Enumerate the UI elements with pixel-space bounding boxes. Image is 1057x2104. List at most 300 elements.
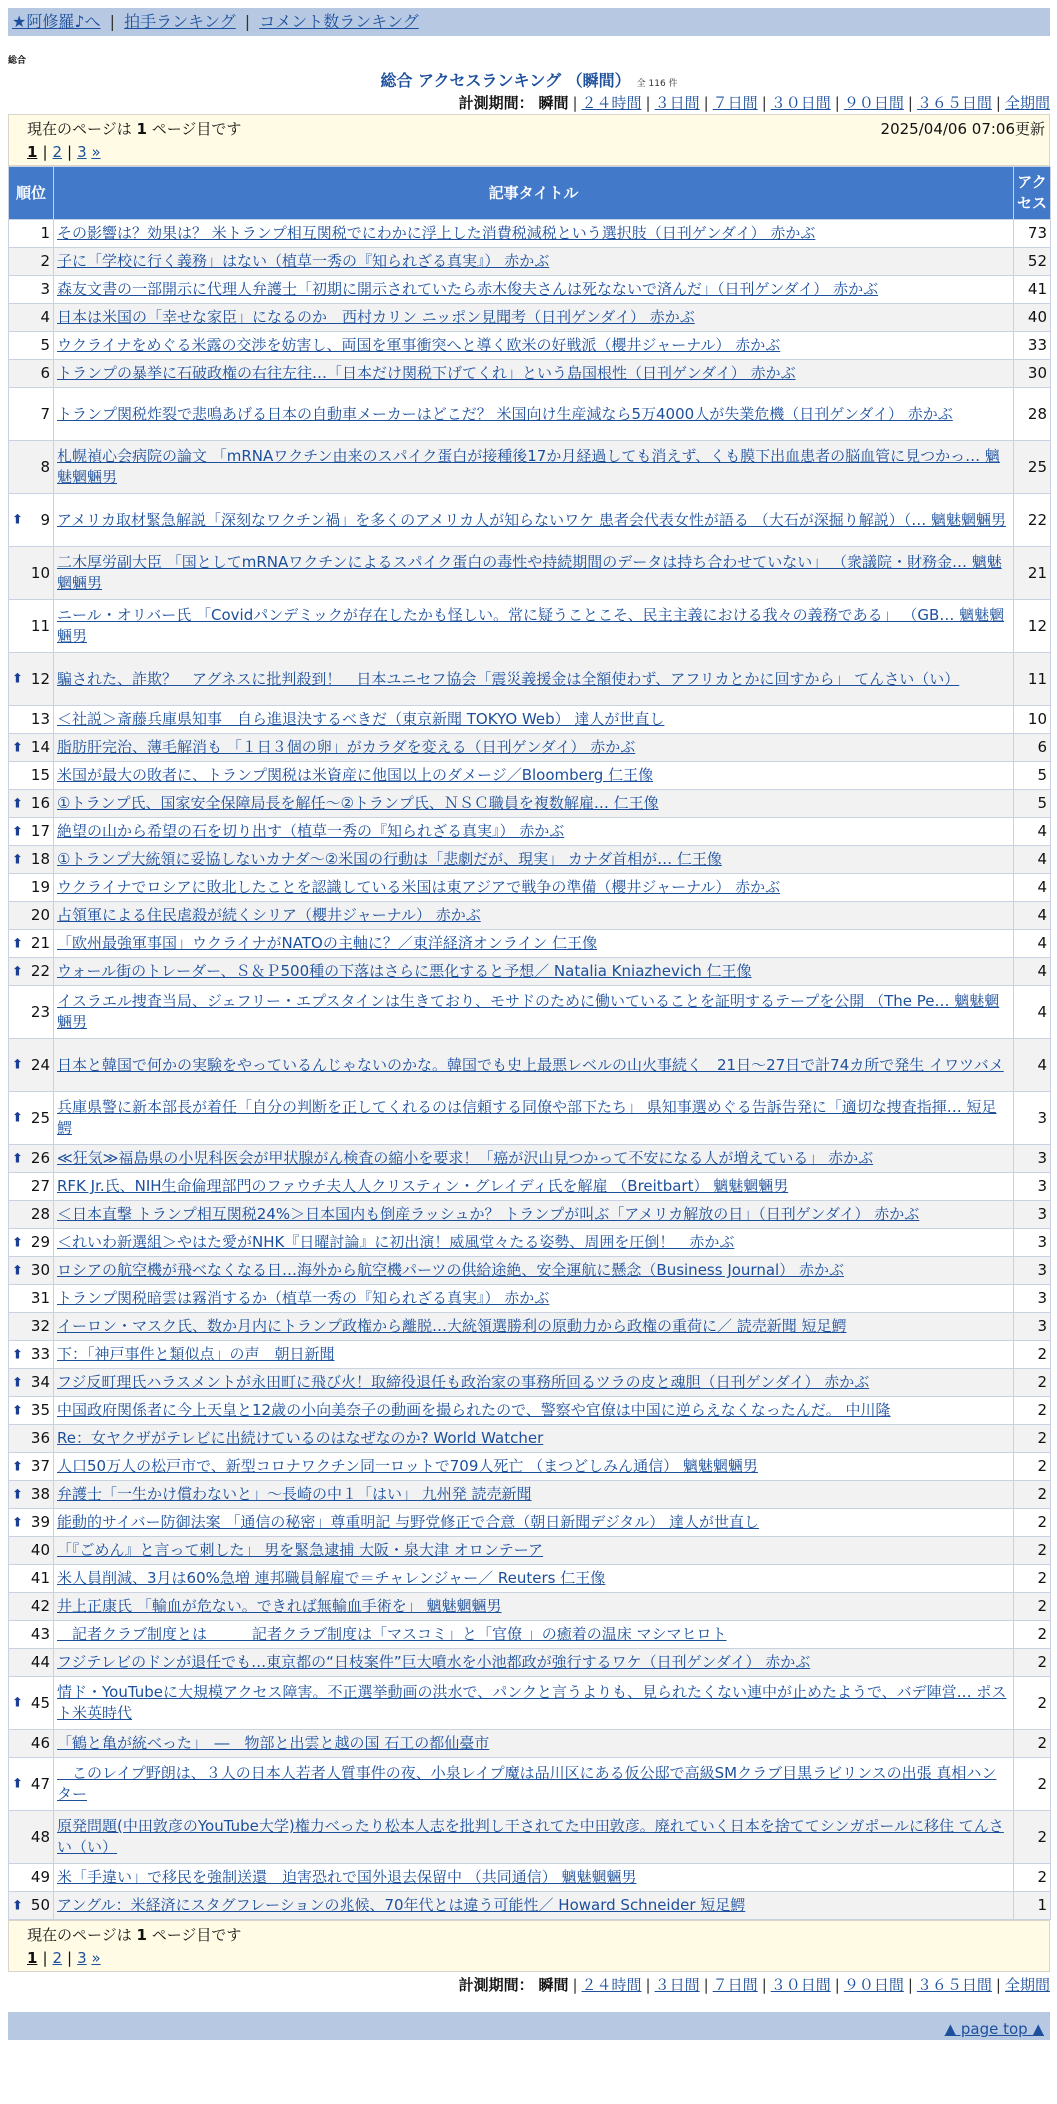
page-status-suffix: ページ目です — [146, 1926, 242, 1944]
title-cell — [54, 958, 1014, 986]
rank-number: 12 — [30, 669, 50, 688]
rank-number: 46 — [30, 1734, 50, 1752]
rank-number: 29 — [30, 1233, 50, 1251]
article-title-link[interactable]: ＜社説＞斎藤兵庫県知事 自ら進退決するべきだ（東京新聞 TOKYO Web） 達人が世直し — [57, 710, 665, 728]
article-title-link[interactable]: 原発問題(中田敦彦のYouTube大学)権力べったり松本人志を批判し干されてた中田敦彦。廃れていく日本を捨ててシンガポールに移住 てんさい（い） — [57, 1817, 1004, 1856]
rank-up-arrow-icon: ⬆ — [12, 512, 23, 528]
access-count-cell — [1014, 930, 1051, 958]
access-count-cell — [1014, 248, 1051, 276]
pagination-current: 1 — [27, 1949, 38, 1967]
rank-number: 49 — [30, 1868, 50, 1886]
table-row — [9, 762, 1051, 790]
rank-cell — [9, 1173, 54, 1201]
table-row — [9, 1369, 1051, 1397]
comment-ranking-link[interactable]: コメント数ランキング — [259, 12, 419, 31]
access-count: 3 — [1037, 1261, 1047, 1279]
rank-number: 1 — [40, 224, 50, 242]
period-link[interactable]: ２４時間 — [581, 1976, 642, 1994]
rank-number: 22 — [30, 962, 50, 980]
table-row — [9, 1285, 1051, 1313]
table-row — [9, 1677, 1051, 1730]
rank-number: 26 — [30, 1149, 50, 1167]
title-cell — [54, 1677, 1014, 1730]
access-count-cell — [1014, 1481, 1051, 1509]
period-separator: | — [703, 1976, 709, 1994]
page-status-line — [27, 117, 1045, 141]
table-row — [9, 1730, 1051, 1758]
access-count: 5 — [1037, 766, 1047, 784]
article-title-link[interactable]: アメリカ取材緊急解説「深刻なワクチン禍」を多くのアメリカ人が知らないワケ 患者会代表女性が語る （大石が深掘り解説）（… 魑魅魍魎男 — [57, 510, 1006, 529]
article-title-link[interactable]: 札幌禎心会病院の論文 「mRNAワクチン由来のスパイク蛋白が接種後17か月経過しても消えず、くも膜下出血患者の脳血管に見つかっ… 魑魅魍魎男 — [57, 447, 1000, 486]
article-title-link[interactable]: 日本と韓国で何かの実験をやっているんじゃないのかな。韓国でも史上最悪レベルの山火事続く 21日～27日で計74カ所で発生 イワツバメ — [57, 1055, 1004, 1074]
table-row — [9, 1509, 1051, 1537]
access-count-cell — [1014, 1892, 1051, 1920]
pagination-link[interactable]: 2 — [52, 143, 63, 161]
access-count-cell — [1014, 874, 1051, 902]
article-title-link[interactable]: このレイプ野朗は、３人の日本人若者人質事件の夜、小泉レイプ魔は品川区にある仮公邸で高級SMクラブ目黒ラビリンスの出張 真相ハンター — [57, 1764, 997, 1803]
access-count: 4 — [1037, 1002, 1047, 1021]
access-count-cell — [1014, 818, 1051, 846]
article-title-link[interactable]: ①トランプ氏、国家安全保障局長を解任～②トランプ氏、ＮＳＣ職員を複数解雇… 仁王像 — [57, 794, 659, 812]
period-separator: | — [834, 1976, 840, 1994]
article-title-link[interactable]: 人口50万人の松戸市で、新型コロナワクチン同一ロットで709人死亡 （まつどしみん通信） 魑魅魍魎男 — [57, 1457, 758, 1475]
rank-number: 3 — [40, 280, 50, 298]
article-title-link[interactable]: トランプの暴挙に石破政権の右往左往…「日本だけ関税下げてくれ」という島国根性（日刊ゲンダイ） 赤かぶ — [57, 364, 796, 382]
rank-number: 5 — [40, 336, 50, 354]
rank-cell — [9, 360, 54, 388]
article-title-link[interactable]: フジ反町理氏ハラスメントが永田町に飛び火！取締役退任も政治家の事務所回るツラの皮と魂胆（日刊ゲンダイ） 赤かぶ — [57, 1373, 870, 1391]
rank-cell — [9, 1509, 54, 1537]
article-title-link[interactable]: トランプ関税暗雲は霧消するか（植草一秀の『知られざる真実』） 赤かぶ — [57, 1289, 550, 1307]
rank-cell — [9, 1229, 54, 1257]
rank-number: 13 — [30, 710, 50, 728]
period-link[interactable]: ３日間 — [654, 94, 700, 112]
access-count-cell — [1014, 547, 1051, 600]
period-link[interactable]: 全期間 — [1004, 94, 1050, 112]
access-count-cell — [1014, 1285, 1051, 1313]
article-title-link[interactable]: ウクライナをめぐる米露の交渉を妨害し、両国を軍事衝突へと導く欧米の好戦派（櫻井ジャーナル） 赤かぶ — [57, 336, 781, 354]
access-count-cell — [1014, 1173, 1051, 1201]
period-separator: | — [645, 1976, 651, 1994]
access-count: 2 — [1037, 1774, 1047, 1793]
table-row — [9, 248, 1051, 276]
article-title-link[interactable]: ①トランプ大統領に妥協しないカナダ～②米国の行動は「悲劇だが、現実」 カナダ首相が… 仁王像 — [57, 850, 722, 868]
article-title-link[interactable]: 情ド・YouTubeに大規模アクセス障害。不正選挙動画の洪水で、パンクと言うよりも、見られたくない連中が止めたようで、バデ陣営… ポスト米英時代 — [57, 1683, 1007, 1722]
period-link[interactable]: ２４時間 — [581, 94, 642, 112]
title-cell — [54, 986, 1014, 1039]
rank-up-arrow-icon: ⬆ — [12, 1347, 23, 1362]
rank-cell — [9, 734, 54, 762]
title-cell — [54, 1649, 1014, 1677]
rank-number: 28 — [30, 1205, 50, 1223]
title-cell — [54, 1481, 1014, 1509]
pagination-link[interactable]: 2 — [52, 1949, 63, 1967]
table-row — [9, 653, 1051, 706]
rank-cell — [9, 1621, 54, 1649]
article-title-link[interactable]: ウクライナでロシアに敗北したことを認識している米国は東アジアで戦争の準備（櫻井ジャーナル） 赤かぶ — [57, 878, 781, 896]
access-count-cell — [1014, 1229, 1051, 1257]
article-title-link[interactable]: 絶望の山から希望の石を切り出す（植草一秀の『知られざる真実』） 赤かぶ — [57, 822, 565, 840]
rank-cell — [9, 930, 54, 958]
title-cell — [54, 762, 1014, 790]
access-count-cell — [1014, 902, 1051, 930]
title-cell — [54, 1145, 1014, 1173]
rank-cell — [9, 958, 54, 986]
rank-up-arrow-icon: ⬆ — [12, 1151, 23, 1166]
rank-up-arrow-icon: ⬆ — [12, 1459, 23, 1474]
access-count-cell — [1014, 220, 1051, 248]
access-count: 2 — [1037, 1373, 1047, 1391]
access-count: 2 — [1037, 1541, 1047, 1559]
rank-cell — [9, 220, 54, 248]
access-count-cell — [1014, 360, 1051, 388]
title-cell — [54, 846, 1014, 874]
page-status-text — [27, 117, 241, 141]
title-cell — [54, 1758, 1014, 1811]
access-count-cell — [1014, 1621, 1051, 1649]
article-title-link[interactable]: 二木厚労副大臣 「国としてmRNAワクチンによるスパイク蛋白の毒性や持続期間のデータは持ち合わせていない」 （衆議院・財務金… 魑魅魍魎男 — [57, 553, 1002, 592]
period-link[interactable]: 全期間 — [1004, 1976, 1050, 1994]
current-page-number: 1 — [136, 1926, 147, 1944]
rank-cell — [9, 494, 54, 547]
pagination-separator: | — [67, 143, 73, 161]
rank-up-arrow-icon: ⬆ — [12, 796, 23, 811]
current-page-number: 1 — [136, 120, 147, 138]
access-count-cell — [1014, 1758, 1051, 1811]
rank-number: 19 — [30, 878, 50, 896]
access-count: 6 — [1037, 738, 1047, 756]
pagination-link[interactable]: 3 — [77, 143, 87, 161]
article-title-link[interactable]: ＜れいわ新選組＞やはた愛がNHK『日曜討論』に初出演！威風堂々たる姿勢、周囲を圧倒！ 赤かぶ — [57, 1233, 735, 1251]
rank-number: 4 — [40, 308, 50, 326]
access-count-cell — [1014, 1649, 1051, 1677]
table-row — [9, 1039, 1051, 1092]
period-link[interactable]: ７日間 — [712, 1976, 758, 1994]
access-count-cell — [1014, 1201, 1051, 1229]
access-count-cell — [1014, 1811, 1051, 1864]
rank-cell — [9, 547, 54, 600]
rank-number: 16 — [30, 794, 50, 812]
title-cell — [54, 1453, 1014, 1481]
access-count-cell — [1014, 1565, 1051, 1593]
clap-ranking-link[interactable]: 拍手ランキング — [124, 12, 236, 31]
access-count: 3 — [1037, 1177, 1047, 1195]
article-title-link[interactable]: 記者クラブ制度とは 記者クラブ制度は「マスコミ」と「官僚 」の癒着の温床 マシマヒロト — [57, 1625, 727, 1643]
period-link[interactable]: ９０日間 — [843, 1976, 904, 1994]
article-title-link[interactable]: ≪狂気≫福島県の小児科医会が甲状腺がん検査の縮小を要求！「癌が沢山見つかって不安になる人が増えている」 赤かぶ — [57, 1149, 874, 1167]
table-row — [9, 276, 1051, 304]
title-cell — [54, 1039, 1014, 1092]
access-count: 41 — [1027, 280, 1047, 298]
article-title-link[interactable]: 騙された、詐欺？ アグネスに批判殺到！ 日本ユニセフ協会「震災義援金は全額使わず、アフリカとかに回すから」 てんさい（い） — [57, 669, 960, 688]
article-title-link[interactable]: 森友文書の一部開示に代理人弁護士「初期に開示されていたら赤木俊夫さんは死なないで済んだ」（日刊ゲンダイ） 赤かぶ — [57, 280, 879, 298]
access-count: 2 — [1037, 1513, 1047, 1531]
page-info-bottom — [8, 1920, 1050, 1972]
title-cell — [54, 600, 1014, 653]
title-cell — [54, 1173, 1014, 1201]
rank-cell — [9, 1425, 54, 1453]
article-title-link[interactable]: 脂肪肝完治、薄毛解消も 「１日３個の卵」がカラダを変える（日刊ゲンダイ） 赤かぶ — [57, 738, 636, 756]
rank-number: 48 — [30, 1827, 50, 1846]
pagination-next[interactable]: » — [91, 1949, 101, 1967]
rank-up-arrow-icon: ⬆ — [12, 1110, 23, 1126]
article-title-link[interactable]: 米「手違い」で移民を強制送還 迫害恐れで国外退去保留中 （共同通信） 魑魅魍魎男 — [57, 1868, 637, 1886]
table-row — [9, 1229, 1051, 1257]
title-cell — [54, 1397, 1014, 1425]
article-title-link[interactable]: トランプ関税炸裂で悲鳴あげる日本の自動車メーカーはどこだ？ 米国向け生産減なら5万4000人が失業危機（日刊ゲンダイ） 赤かぶ — [57, 404, 953, 423]
access-count-cell — [1014, 846, 1051, 874]
access-count-cell — [1014, 706, 1051, 734]
period-current: 瞬間 — [538, 94, 569, 112]
title-cell — [54, 930, 1014, 958]
period-link[interactable]: ３日間 — [654, 1976, 700, 1994]
article-title-link[interactable]: 米人員削減、3月は60%急増 連邦職員解雇で＝チャレンジャー／ Reuters 仁王像 — [57, 1569, 606, 1587]
access-count-cell — [1014, 1092, 1051, 1145]
article-title-link[interactable]: Re：女ヤクザがテレビに出続けているのはなぜなのか? World Watcher — [57, 1429, 544, 1447]
table-row — [9, 1173, 1051, 1201]
table-row — [9, 958, 1051, 986]
title-cell — [54, 1593, 1014, 1621]
access-count-cell — [1014, 1730, 1051, 1758]
period-link[interactable]: ３６５日間 — [916, 94, 992, 112]
rank-cell — [9, 706, 54, 734]
access-count: 3 — [1037, 1233, 1047, 1251]
total-count: 全 116 件 — [636, 79, 678, 89]
home-link[interactable]: ★阿修羅♪へ — [12, 12, 101, 31]
title-cell — [54, 1285, 1014, 1313]
access-count-cell — [1014, 1509, 1051, 1537]
rank-up-arrow-icon: ⬆ — [12, 964, 23, 979]
table-row — [9, 706, 1051, 734]
access-count-cell — [1014, 1593, 1051, 1621]
article-title-link[interactable]: 井上正康氏 「輸血が危ない。できれば無輸血手術を」 魑魅魍魎男 — [57, 1597, 502, 1615]
table-row — [9, 388, 1051, 441]
period-label: 計測期間： — [458, 1976, 534, 1994]
title-cell — [54, 276, 1014, 304]
article-title-link[interactable]: アングル：米経済にスタグフレーションの兆候、70年代とは違う可能性／ Howard Schneider 短足鰐 — [57, 1896, 746, 1914]
rank-cell — [9, 1453, 54, 1481]
table-row — [9, 494, 1051, 547]
rank-number: 34 — [30, 1373, 50, 1391]
page-top-link[interactable]: ▲ page top ▲ — [944, 2020, 1044, 2038]
rank-cell — [9, 1649, 54, 1677]
title-cell — [54, 388, 1014, 441]
access-count-cell — [1014, 986, 1051, 1039]
pagination-separator: | — [42, 1949, 48, 1967]
table-row — [9, 902, 1051, 930]
access-count-cell — [1014, 653, 1051, 706]
article-title-link[interactable]: イスラエル捜査当局、ジェフリー・エプスタインは生きており、モサドのために働いていることを証明するテープを公開 （The Pe… 魑魅魍魎男 — [57, 992, 1000, 1031]
rank-cell — [9, 874, 54, 902]
rank-cell — [9, 1145, 54, 1173]
rank-cell — [9, 248, 54, 276]
article-title-link[interactable]: 下：「神戸事件と類似点」の声 朝日新聞 — [57, 1345, 335, 1363]
table-row — [9, 360, 1051, 388]
access-count-cell — [1014, 276, 1051, 304]
period-separator: | — [907, 94, 913, 112]
rank-up-arrow-icon: ⬆ — [12, 1695, 23, 1711]
period-link[interactable]: ３６５日間 — [916, 1976, 992, 1994]
rank-number: 14 — [30, 738, 50, 756]
access-count: 4 — [1037, 934, 1047, 952]
rank-number: 47 — [30, 1774, 50, 1793]
pagination-separator: | — [67, 1949, 73, 1967]
rank-cell — [9, 332, 54, 360]
title-cell — [54, 1369, 1014, 1397]
access-count: 4 — [1037, 962, 1047, 980]
title-cell — [54, 1229, 1014, 1257]
title-cell — [54, 1092, 1014, 1145]
page-title: 総合 アクセスランキング （瞬間） — [380, 71, 631, 90]
rank-cell — [9, 1593, 54, 1621]
access-count: 22 — [1027, 510, 1047, 529]
article-title-link[interactable]: 日本は米国の「幸せな家臣」になるのか 西村カリン ニッポン見聞考（日刊ゲンダイ） 赤かぶ — [57, 308, 695, 326]
article-title-link[interactable]: ＜日本直撃 トランプ相互関税24%＞日本国内も倒産ラッシュか？ トランプが叫ぶ「アメリカ解放の日」（日刊ゲンダイ） 赤かぶ — [57, 1205, 920, 1223]
updated-timestamp: 2025/04/06 07:06更新 — [880, 120, 1045, 138]
rank-number: 24 — [30, 1055, 50, 1074]
table-row — [9, 790, 1051, 818]
rank-cell — [9, 276, 54, 304]
title-cell — [54, 734, 1014, 762]
article-title-link[interactable]: 子に「学校に行く義務」はない（植草一秀の『知られざる真実』） 赤かぶ — [57, 252, 550, 270]
rank-number: 8 — [40, 457, 50, 476]
access-count: 4 — [1037, 1055, 1047, 1074]
access-count-cell — [1014, 1145, 1051, 1173]
access-count-cell — [1014, 1313, 1051, 1341]
pagination-link[interactable]: 3 — [77, 1949, 87, 1967]
access-count-cell — [1014, 1677, 1051, 1730]
title-cell — [54, 1621, 1014, 1649]
title-cell — [54, 220, 1014, 248]
rank-cell — [9, 1677, 54, 1730]
pagination-next[interactable]: » — [91, 143, 101, 161]
title-header: 記事タイトル — [54, 167, 1014, 220]
rank-cell — [9, 441, 54, 494]
rank-up-arrow-icon: ⬆ — [12, 1515, 23, 1530]
access-count-cell — [1014, 388, 1051, 441]
rank-number: 27 — [30, 1177, 50, 1195]
access-count: 25 — [1027, 457, 1047, 476]
rank-up-arrow-icon: ⬆ — [12, 1375, 23, 1390]
rank-up-arrow-icon: ⬆ — [12, 1898, 23, 1913]
article-title-link[interactable]: 能動的サイバー防御法案 「通信の秘密」尊重明記 与野党修正で合意（朝日新聞デジタル） 達人が世直し — [57, 1513, 760, 1531]
rank-number: 15 — [30, 766, 50, 784]
access-count-cell — [1014, 1425, 1051, 1453]
table-row — [9, 1201, 1051, 1229]
rank-cell — [9, 388, 54, 441]
table-row — [9, 1593, 1051, 1621]
access-count: 2 — [1037, 1827, 1047, 1846]
title-cell — [54, 1864, 1014, 1892]
title-cell — [54, 1425, 1014, 1453]
article-title-link[interactable]: その影響は？効果は？ 米トランプ相互関税でにわかに浮上した消費税減税という選択肢（日刊ゲンダイ） 赤かぶ — [57, 224, 816, 242]
period-separator: | — [907, 1976, 913, 1994]
article-title-link[interactable]: ニール・オリバー氏 「Covidパンデミックが存在したかも怪しい。常に疑うことこそ、民主主義における我々の義務である」 （GB… 魑魅魍魎男 — [57, 606, 1005, 645]
article-title-link[interactable]: 「欧州最強軍事国」ウクライナがNATOの主軸に？／東洋経済オンライン 仁王像 — [57, 934, 598, 952]
article-title-link[interactable]: 米国が最大の敗者に、トランプ関税は米資産に他国以上のダメージ／Bloomberg 仁王像 — [57, 766, 654, 784]
bottom-bar — [8, 2012, 1050, 2040]
access-count-cell — [1014, 790, 1051, 818]
access-count: 3 — [1037, 1108, 1047, 1127]
page-info-top — [8, 114, 1050, 166]
period-current: 瞬間 — [538, 1976, 569, 1994]
rank-number: 17 — [30, 822, 50, 840]
rank-cell — [9, 1285, 54, 1313]
article-title-link[interactable]: 中国政府関係者に今上天皇と12歳の小向美奈子の動画を撮られたので、警察や官僚は中国に逆らえなくなったんだ。 中川隆 — [57, 1401, 891, 1419]
access-count-cell — [1014, 958, 1051, 986]
title-cell — [54, 494, 1014, 547]
period-link[interactable]: ３０日間 — [770, 1976, 831, 1994]
access-count: 1 — [1037, 1896, 1047, 1914]
rank-cell — [9, 1369, 54, 1397]
period-separator: | — [761, 1976, 767, 1994]
access-count-cell — [1014, 1257, 1051, 1285]
article-title-link[interactable]: 兵庫県警に新本部長が着任「自分の判断を正してくれるのは信頼する同僚や部下たち」 県知事選めぐる告訴告発に「適切な捜査指揮… 短足鰐 — [57, 1098, 997, 1137]
period-link[interactable]: ９０日間 — [843, 94, 904, 112]
period-separator: | — [761, 94, 767, 112]
rank-number: 38 — [30, 1485, 50, 1503]
period-link[interactable]: ３０日間 — [770, 94, 831, 112]
rank-up-arrow-icon: ⬆ — [12, 740, 23, 755]
rank-cell — [9, 1313, 54, 1341]
title-cell — [54, 818, 1014, 846]
article-title-link[interactable]: RFK Jr.氏、NIH生命倫理部門のファウチ夫人人クリスティン・グレイディ氏を解雇 （Breitbart） 魑魅魍魎男 — [57, 1177, 789, 1195]
article-title-link[interactable]: 「鶴と亀が統べった」 ― 物部と出雲と越の国 石工の都仙臺市 — [57, 1734, 490, 1752]
article-title-link[interactable]: 弁護士「一生かけ償わないと」～長崎の中１「はい」 九州発 読売新聞 — [57, 1485, 532, 1503]
article-title-link[interactable]: 占領軍による住民虐殺が続くシリア（櫻井ジャーナル） 赤かぶ — [57, 906, 481, 924]
rank-number: 44 — [30, 1653, 50, 1671]
period-separator: | — [572, 94, 578, 112]
article-title-link[interactable]: 「『ごめん』と言って刺した」 男を緊急逮捕 大阪・泉大津 オロンテーア — [57, 1541, 544, 1559]
table-row — [9, 1092, 1051, 1145]
rank-number: 32 — [30, 1317, 50, 1335]
rank-number: 45 — [30, 1693, 50, 1712]
period-separator: | — [995, 1976, 1001, 1994]
table-row — [9, 547, 1051, 600]
table-row — [9, 1892, 1051, 1920]
article-title-link[interactable]: イーロン・マスク氏、数か月内にトランプ政権から離脱…大統領選勝利の原動力から政権の重荷に／ 読売新聞 短足鰐 — [57, 1317, 847, 1335]
access-count: 2 — [1037, 1569, 1047, 1587]
access-count-cell — [1014, 1537, 1051, 1565]
title-cell — [54, 1509, 1014, 1537]
article-title-link[interactable]: ウォール街のトレーダー、Ｓ＆Ｐ500種の下落はさらに悪化すると予想／ Natalia Kniazhevich 仁王像 — [57, 962, 752, 980]
access-header: アクセス — [1014, 167, 1051, 220]
article-title-link[interactable]: ロシアの航空機が飛べなくなる日…海外から航空機パーツの供給途絶、安全運航に懸念（Business Journal） 赤かぶ — [57, 1261, 844, 1279]
rank-cell — [9, 1039, 54, 1092]
ranking-table — [8, 166, 1051, 1920]
article-title-link[interactable]: フジテレビのドンが退任でも…東京都の“日枝案件”巨大噴水を小池都政が強行するワケ（日刊ゲンダイ） 赤かぶ — [57, 1653, 811, 1671]
rank-number: 33 — [30, 1345, 50, 1363]
period-link[interactable]: ７日間 — [712, 94, 758, 112]
table-row — [9, 846, 1051, 874]
table-header-row — [9, 167, 1051, 220]
period-label: 計測期間： — [458, 94, 534, 112]
access-count: 3 — [1037, 1149, 1047, 1167]
period-selector-top — [8, 92, 1050, 114]
rank-number: 39 — [30, 1513, 50, 1531]
title-cell — [54, 653, 1014, 706]
access-count: 2 — [1037, 1485, 1047, 1503]
table-row — [9, 874, 1051, 902]
access-count: 4 — [1037, 906, 1047, 924]
table-row — [9, 1341, 1051, 1369]
table-row — [9, 600, 1051, 653]
rank-number: 42 — [30, 1597, 50, 1615]
access-count-cell — [1014, 600, 1051, 653]
rank-cell — [9, 1892, 54, 1920]
access-count: 2 — [1037, 1734, 1047, 1752]
title-cell — [54, 1537, 1014, 1565]
